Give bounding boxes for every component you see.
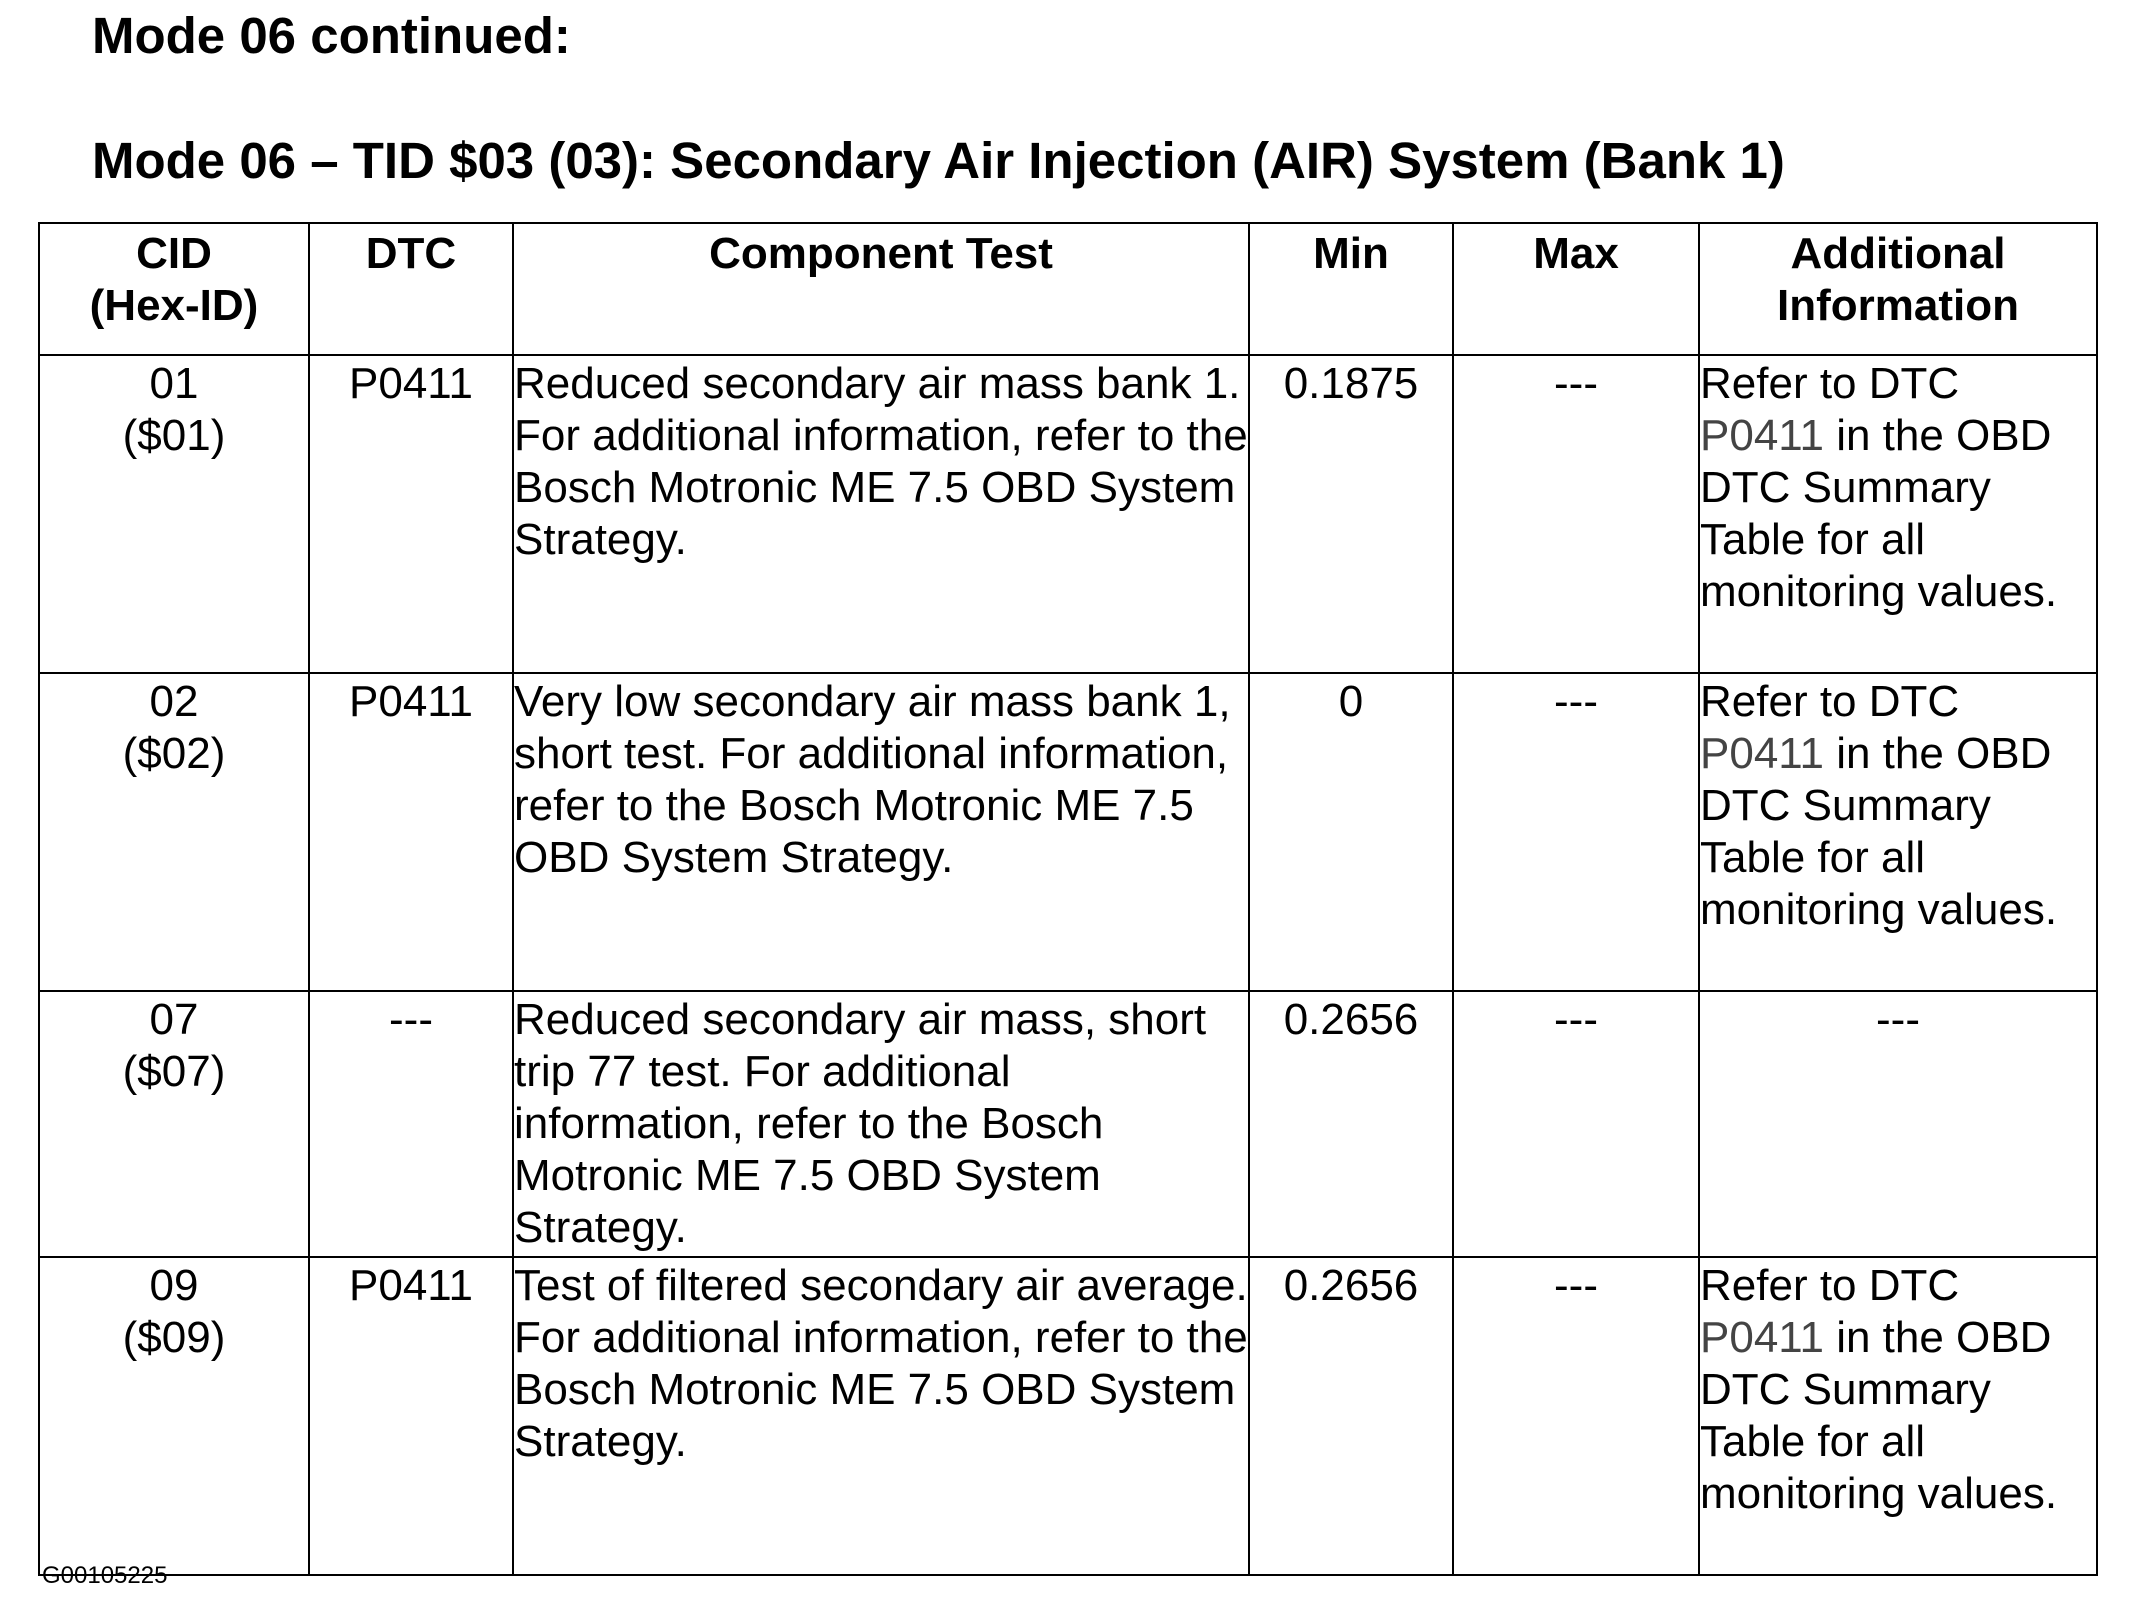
cid-value: 09 (149, 1261, 199, 1310)
info-refer-text: Refer to DTC (1700, 1261, 1960, 1310)
table-row (39, 673, 2097, 991)
figure-id: G00105225 (42, 1562, 168, 1589)
table-row (39, 1257, 2097, 1575)
max-cell: --- (1453, 1257, 1699, 1575)
header-information-label: Information (1777, 281, 2019, 330)
cid-cell (39, 991, 309, 1257)
min-cell: 0.1875 (1249, 355, 1453, 673)
component-test-cell: Reduced secondary air mass bank 1. For additional information, refer to the Bosch Motronic ME 7.5 OBD System Strategy. (513, 355, 1249, 673)
header-additional-information (1699, 223, 2097, 355)
table-row (39, 355, 2097, 673)
mode06-table (38, 222, 2098, 1576)
dtc-cell: --- (309, 991, 513, 1257)
component-test-cell: Reduced secondary air mass, short trip 77 test. For additional information, refer to the Bosch Motronic ME 7.5 OBD System Strategy. (513, 991, 1249, 1257)
hex-id-value: ($07) (122, 1047, 226, 1096)
header-cid-label: CID (136, 229, 212, 278)
additional-info-cell (1699, 673, 2097, 991)
header-component-test: Component Test (513, 223, 1249, 355)
cid-cell (39, 355, 309, 673)
header-max: Max (1453, 223, 1699, 355)
page-title: Mode 06 – TID $03 (03): Secondary Air Injection (AIR) System (Bank 1) (92, 132, 1785, 189)
dtc-cell: P0411 (309, 355, 513, 673)
dtc-cell: P0411 (309, 673, 513, 991)
info-summary-text: in the OBD DTC Summary Table for all monitoring values. (1700, 1313, 2058, 1518)
hex-id-value: ($02) (122, 729, 226, 778)
min-cell: 0.2656 (1249, 1257, 1453, 1575)
additional-info-cell (1699, 1257, 2097, 1575)
min-cell: 0 (1249, 673, 1453, 991)
info-dtc-link: P0411 (1700, 729, 1824, 778)
info-dtc-link: P0411 (1700, 1313, 1824, 1362)
info-summary-text: in the OBD DTC Summary Table for all monitoring values. (1700, 729, 2058, 934)
info-summary-text: in the OBD DTC Summary Table for all monitoring values. (1700, 411, 2058, 616)
header-hex-id-label: (Hex-ID) (89, 281, 259, 330)
header-cid (39, 223, 309, 355)
max-cell: --- (1453, 355, 1699, 673)
header-additional-label: Additional (1790, 229, 2006, 278)
hex-id-value: ($09) (122, 1313, 226, 1362)
info-refer-text: Refer to DTC (1700, 359, 1960, 408)
min-cell: 0.2656 (1249, 991, 1453, 1257)
component-test-cell: Test of filtered secondary air average. For additional information, refer to the Bosch Motronic ME 7.5 OBD System Strategy. (513, 1257, 1249, 1575)
header-dtc: DTC (309, 223, 513, 355)
table-header-row (39, 223, 2097, 355)
hex-id-value: ($01) (122, 411, 226, 460)
max-cell: --- (1453, 673, 1699, 991)
cid-value: 02 (149, 677, 199, 726)
cid-cell (39, 1257, 309, 1575)
header-min: Min (1249, 223, 1453, 355)
component-test-cell: Very low secondary air mass bank 1, short test. For additional information, refer to the Bosch Motronic ME 7.5 OBD System Strategy. (513, 673, 1249, 991)
page-heading-continued: Mode 06 continued: (92, 7, 571, 64)
max-cell: --- (1453, 991, 1699, 1257)
cid-value: 01 (149, 359, 199, 408)
cid-value: 07 (149, 995, 199, 1044)
info-dtc-link: P0411 (1700, 411, 1824, 460)
additional-info-cell: --- (1699, 991, 2097, 1257)
dtc-cell: P0411 (309, 1257, 513, 1575)
cid-cell (39, 673, 309, 991)
table-row (39, 991, 2097, 1257)
additional-info-cell (1699, 355, 2097, 673)
info-refer-text: Refer to DTC (1700, 677, 1960, 726)
